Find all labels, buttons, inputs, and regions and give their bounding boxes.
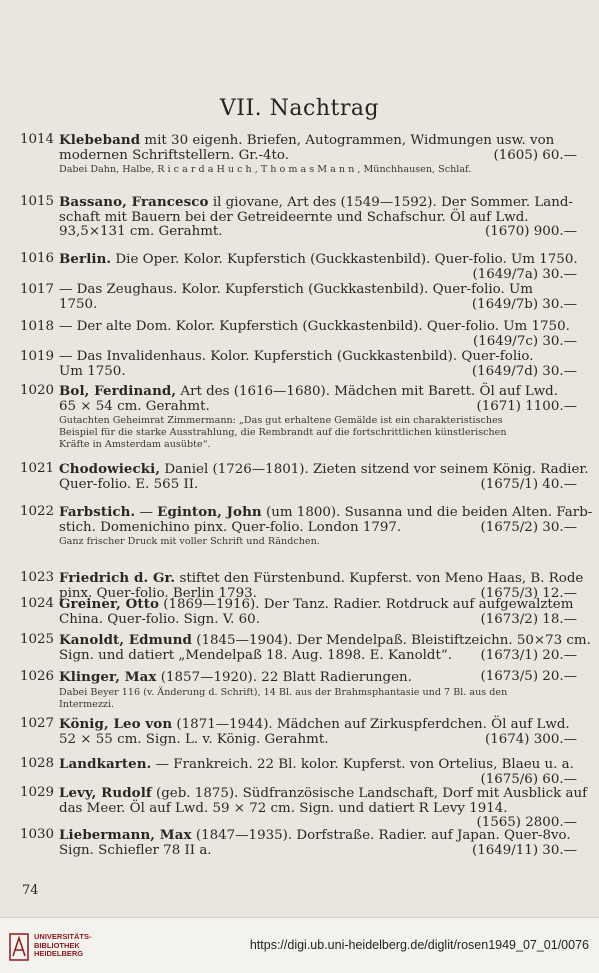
catalog-entry — [20, 283, 577, 312]
entry-line: — Der alte Dom. Kolor. Kupferstich (Guckkastenbild). Quer-folio. Um 1750. — [59, 319, 570, 334]
entry-body — [59, 283, 577, 312]
entry-price: (1649/7a) 30.— — [472, 266, 577, 282]
entry-price: (1649/7b) 30.— — [471, 296, 577, 312]
entry-price: (1673/1) 20.— — [480, 647, 577, 663]
entry-price: (1649/7c) 30.— — [473, 333, 577, 349]
entry-number: 1025 — [20, 632, 55, 647]
entry-name: Liebermann, Max — [59, 827, 192, 843]
entry-line: Sign. Schiefler 78 II a. (1649/11) 30.— — [59, 842, 577, 858]
entry-name: Klebeband — [59, 132, 141, 148]
catalog-entry — [20, 785, 588, 831]
footer-bar — [0, 917, 599, 973]
entry-body — [59, 757, 577, 787]
catalog-entry — [20, 133, 577, 175]
entry-number: 1030 — [20, 827, 55, 842]
entry-price: (1675/3) 12.— — [480, 585, 577, 601]
entry-line: Berlin. Die Oper. Kolor. Kupferstich (Guckkastenbild). Quer-folio. Um 1750. — [59, 251, 578, 267]
entry-line: — Das Invalidenhaus. Kolor. Kupferstich (Guckkastenbild). Quer-folio. — [59, 349, 534, 364]
library-name-line: UNIVERSITÄTS- — [34, 932, 92, 941]
entry-price: (1605) 60.— — [493, 147, 577, 163]
entry-line: Kanoldt, Edmund (1845—1904). Der Mendelpaß. Bleistiftzeichn. 50×73 cm. — [59, 632, 591, 648]
library-name — [34, 933, 92, 959]
entry-line: Landkarten. — Frankreich. 22 Bl. kolor. Kupferst. von Ortelius, Blaeu u. a. — [59, 756, 574, 772]
entry-line — [59, 335, 577, 350]
entry-number: 1029 — [20, 785, 55, 800]
entry-price: (1671) 1100.— — [476, 398, 577, 414]
entry-name: Levy, Rudolf — [59, 785, 152, 801]
catalog-entry — [20, 350, 577, 379]
entry-name: Bassano, Francesco — [59, 194, 209, 210]
entry-name: Greiner, Otto — [59, 596, 160, 612]
entry-name: Berlin. — [59, 251, 112, 267]
entry-number: 1024 — [20, 596, 55, 611]
entry-body — [59, 350, 577, 379]
catalog-entry — [20, 252, 577, 282]
catalog-entry — [20, 597, 577, 627]
entry-price: (1649/7d) 30.— — [471, 363, 577, 379]
entry-number: 1021 — [20, 461, 55, 476]
entry-note: Intermezzi. — [59, 698, 115, 710]
entry-line: Bassano, Francesco il giovane, Art des (1549—1592). Der Sommer. Land- — [59, 194, 573, 210]
entry-line: pinx. Quer-folio. Berlin 1793. (1675/3) 12.— — [59, 585, 577, 601]
page-number: 74 — [22, 883, 39, 898]
entry-body — [59, 632, 591, 663]
entry-price: (1670) 900.— — [485, 224, 577, 239]
entry-line: schaft mit Bauern bei der Getreideernte und Schafschur. Öl auf Lwd. — [59, 209, 529, 225]
entry-line: Bol, Ferdinand, Art des (1616—1680). Mädchen mit Barett. Öl auf Lwd. — [59, 383, 558, 399]
entry-line: König, Leo von (1871—1944). Mädchen auf Zirkuspferdchen. Öl auf Lwd. — [59, 716, 570, 732]
catalog-entry — [20, 670, 577, 710]
entry-note: Dabei Dahn, Halbe, R i c a r d a H u c h , T h o m a s M a n n , Münchhausen, Schlaf. — [59, 164, 472, 175]
entry-name: Landkarten. — [59, 756, 152, 772]
entry-price: (1675/1) 40.— — [480, 476, 577, 492]
catalog-entry — [20, 504, 593, 547]
entry-name: Bol, Ferdinand, — [59, 383, 177, 399]
entry-price: (1649/11) 30.— — [471, 842, 577, 858]
entry-name: Friedrich d. Gr. — [59, 570, 176, 586]
entry-line: 93,5×131 cm. Gerahmt. (1670) 900.— — [59, 224, 577, 239]
entry-number: 1017 — [20, 282, 55, 297]
library-name-line: BIBLIOTHEK — [34, 940, 80, 950]
catalog-entry — [20, 828, 577, 858]
library-name-line: HEIDELBERG — [34, 949, 84, 959]
catalog-entry — [20, 320, 577, 349]
entry-number: 1027 — [20, 716, 55, 731]
entry-line: Friedrich d. Gr. stiftet den Fürstenbund. Kupferst. von Meno Haas, B. Rode — [59, 570, 584, 586]
entry-body — [59, 785, 588, 831]
entry-name: Farbstich. — [59, 504, 136, 520]
entry-line: 52 × 55 cm. Sign. L. v. König. Gerahmt. (1674) 300.— — [59, 731, 577, 747]
entry-price: (1675/6) 60.— — [480, 771, 577, 787]
entry-line: Klebeband mit 30 eigenh. Briefen, Autogrammen, Widmungen usw. von — [59, 132, 555, 148]
entry-price: (1673/5) 20.— — [480, 669, 577, 684]
entry-price: (1565) 2800.— — [476, 815, 577, 830]
catalog-entry — [20, 757, 577, 787]
entry-note: Kräfte in Amsterdam ausübte“. — [59, 439, 211, 450]
entry-line: stich. Domenichino pinx. Quer-folio. London 1797. (1675/2) 30.— — [59, 519, 577, 535]
entry-number: 1014 — [20, 132, 55, 147]
entry-number: 1026 — [20, 669, 55, 684]
source-url-link[interactable]: https://digi.ub.uni-heidelberg.de/diglit/rosen1949_07_01/0076 — [249, 938, 589, 952]
entry-line: modernen Schriftstellern. Gr.-4to. (1605) 60.— — [59, 147, 577, 163]
entry-number: 1023 — [20, 570, 55, 585]
entry-line: Quer-folio. E. 565 II. (1675/1) 40.— — [59, 476, 577, 492]
catalog-entry — [20, 717, 577, 747]
entry-body — [59, 670, 577, 710]
entry-line — [59, 268, 577, 283]
entry-note: Gutachten Geheimrat Zimmermann: „Das gut erhaltene Gemälde ist ein charakteristisches — [59, 415, 503, 426]
entry-price: (1674) 300.— — [485, 731, 577, 747]
entry-note: Beispiel für die starke Ausstrahlung, die Rembrandt auf die fortschrittlichen künstlerischen — [59, 427, 507, 438]
entry-line: Levy, Rudolf (geb. 1875). Südfranzösische Landschaft, Dorf mit Ausblick auf — [59, 785, 588, 801]
entry-name: König, Leo von — [59, 716, 173, 732]
entry-body — [59, 504, 593, 547]
entry-body — [59, 717, 577, 747]
entry-body — [59, 195, 577, 240]
entry-number: 1020 — [20, 383, 55, 398]
entry-note: Dabei Beyer 116 (v. Änderung d. Schrift), 14 Bl. aus der Brahmsphantasie und 7 Bl. aus den — [59, 686, 508, 698]
entry-body — [59, 384, 577, 450]
entry-price: (1673/2) 18.— — [480, 611, 577, 627]
entry-name: Eginton, John — [157, 504, 262, 520]
entry-line: Chodowiecki, Daniel (1726—1801). Zieten sitzend vor seinem König. Radier. — [59, 461, 589, 477]
entry-line: Klinger, Max (1857—1920). 22 Blatt Radierungen. (1673/5) 20.— — [59, 669, 577, 685]
entry-line: China. Quer-folio. Sign. V. 60. (1673/2) 18.— — [59, 611, 577, 627]
entry-body — [59, 597, 577, 627]
entry-body — [59, 133, 577, 175]
catalog-entry — [20, 195, 577, 240]
entry-line: 1750. (1649/7b) 30.— — [59, 296, 577, 312]
catalog-entry — [20, 632, 591, 663]
entry-line: Farbstich. — Eginton, John (um 1800). Susanna und die beiden Alten. Farb- — [59, 504, 593, 520]
entry-name: Kanoldt, Edmund — [59, 632, 193, 648]
entry-number: 1028 — [20, 756, 55, 771]
entry-number: 1015 — [20, 194, 55, 209]
catalog-entry — [20, 384, 577, 450]
entry-number: 1022 — [20, 504, 55, 519]
entry-name: Chodowiecki, — [59, 461, 161, 477]
catalog-entry — [20, 461, 589, 492]
entry-line: Um 1750. (1649/7d) 30.— — [59, 363, 577, 379]
entry-line: Greiner, Otto (1869—1916). Der Tanz. Radier. Rotdruck auf aufgewalztem — [59, 596, 574, 612]
section-heading: VII. Nachtrag — [219, 96, 380, 121]
entry-body — [59, 461, 589, 492]
entry-price: (1675/2) 30.— — [480, 519, 577, 535]
entry-name: Klinger, Max — [59, 669, 157, 685]
entry-number: 1016 — [20, 251, 55, 266]
entry-body — [59, 828, 577, 858]
entry-number: 1019 — [20, 349, 55, 364]
entry-line: Sign. und datiert „Mendelpaß 18. Aug. 1898. E. Kanoldt“. (1673/1) 20.— — [59, 647, 577, 663]
entry-line: — Das Zeughaus. Kolor. Kupferstich (Guckkastenbild). Quer-folio. Um — [59, 282, 533, 297]
entry-line: das Meer. Öl auf Lwd. 59 × 72 cm. Sign. und datiert R Levy 1914. — [59, 800, 508, 816]
entry-note: Ganz frischer Druck mit voller Schrift und Rändchen. — [59, 536, 320, 547]
entry-body — [59, 320, 577, 349]
entry-line: 65 × 54 cm. Gerahmt. (1671) 1100.— — [59, 398, 577, 414]
entry-line: Liebermann, Max (1847—1935). Dorfstraße. Radier. auf Japan. Quer-8vo. — [59, 827, 571, 843]
library-logo-icon — [8, 932, 30, 962]
entry-body — [59, 252, 577, 282]
entry-number: 1018 — [20, 319, 55, 334]
